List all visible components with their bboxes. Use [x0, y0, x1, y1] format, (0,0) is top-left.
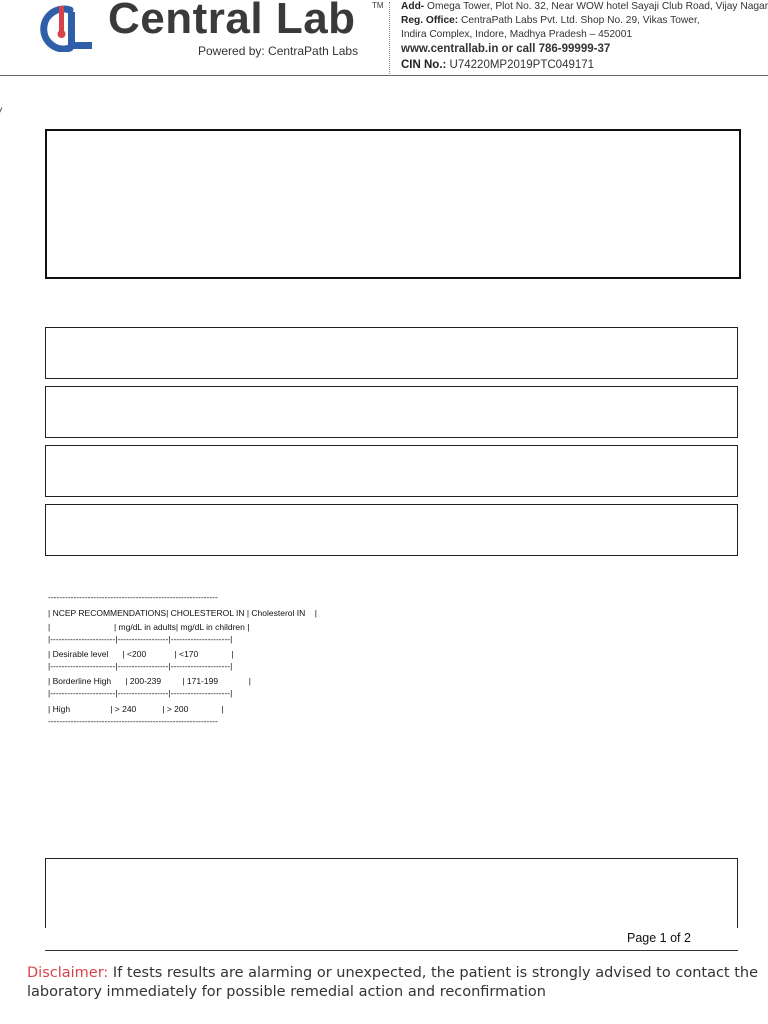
- address-text: Omega Tower, Plot No. 32, Near WOW hotel Sayaji Club Road, Vijay Nagar: [424, 1, 768, 12]
- patient-details-box: [45, 129, 741, 279]
- ncep-table-line: |-----------------------|------------------|---------------------|: [48, 688, 233, 698]
- reg-office-label: Reg. Office:: [401, 15, 459, 26]
- test-result-box: [45, 445, 738, 497]
- footer-rule: [45, 950, 738, 951]
- cin-value: U74220MP2019PTC049171: [446, 59, 595, 71]
- ncep-table-line: | NCEP RECOMMENDATIONS| CHOLESTEROL IN | Cholesterol IN |: [48, 608, 317, 618]
- stray-mark: [0, 107, 5, 114]
- address-label: Add-: [401, 1, 425, 12]
- powered-by-text: Powered by: CentraPath Labs: [198, 44, 359, 58]
- ncep-table-line: ------------------------------------------------------------: [48, 592, 218, 602]
- header-rule: [0, 75, 768, 76]
- brand-name: Central Lab: [108, 0, 356, 43]
- test-result-box: [45, 386, 738, 438]
- remarks-box: [45, 858, 738, 928]
- reg-office-text: CentraPath Labs Pvt. Ltd. Shop No. 29, Vikas Tower,: [458, 15, 700, 26]
- disclaimer-text: If tests results are alarming or unexpected, the patient is strongly advised to contact the laboratory immediately for possible remedial action and reconfirmation: [27, 965, 759, 1000]
- page-number: Page 1 of 2: [627, 931, 691, 945]
- cin-line: [401, 59, 594, 71]
- central-lab-logo-icon: [40, 4, 96, 52]
- ncep-table-line: |-----------------------|------------------|---------------------|: [48, 661, 233, 671]
- ncep-table-line: | Desirable level | <200 | <170 |: [48, 649, 234, 659]
- ncep-table-line: | | mg/dL in adults| mg/dL in children |: [48, 622, 250, 632]
- header-divider: [389, 2, 390, 74]
- ncep-table-line: | Borderline High | 200-239 | 171-199 |: [48, 676, 252, 686]
- reg-office-line-2: Indira Complex, Indore, Madhya Pradesh – 452001: [401, 29, 633, 40]
- ncep-table-line: | High | > 240 | > 200 |: [48, 704, 224, 714]
- trademark-mark: TM: [372, 1, 384, 10]
- ncep-table-line: ------------------------------------------------------------: [48, 716, 218, 726]
- test-result-box: [45, 504, 738, 556]
- address-line: [401, 1, 768, 12]
- test-result-box: [45, 327, 738, 379]
- cin-label: CIN No.:: [401, 59, 447, 71]
- ncep-table-line: |-----------------------|------------------|---------------------|: [48, 634, 233, 644]
- contact-line[interactable]: www.centrallab.in or call 786-99999-37: [401, 43, 611, 55]
- disclaimer-label: Disclaimer:: [27, 965, 109, 981]
- reg-office-line: [401, 15, 700, 26]
- disclaimer: [27, 964, 762, 1002]
